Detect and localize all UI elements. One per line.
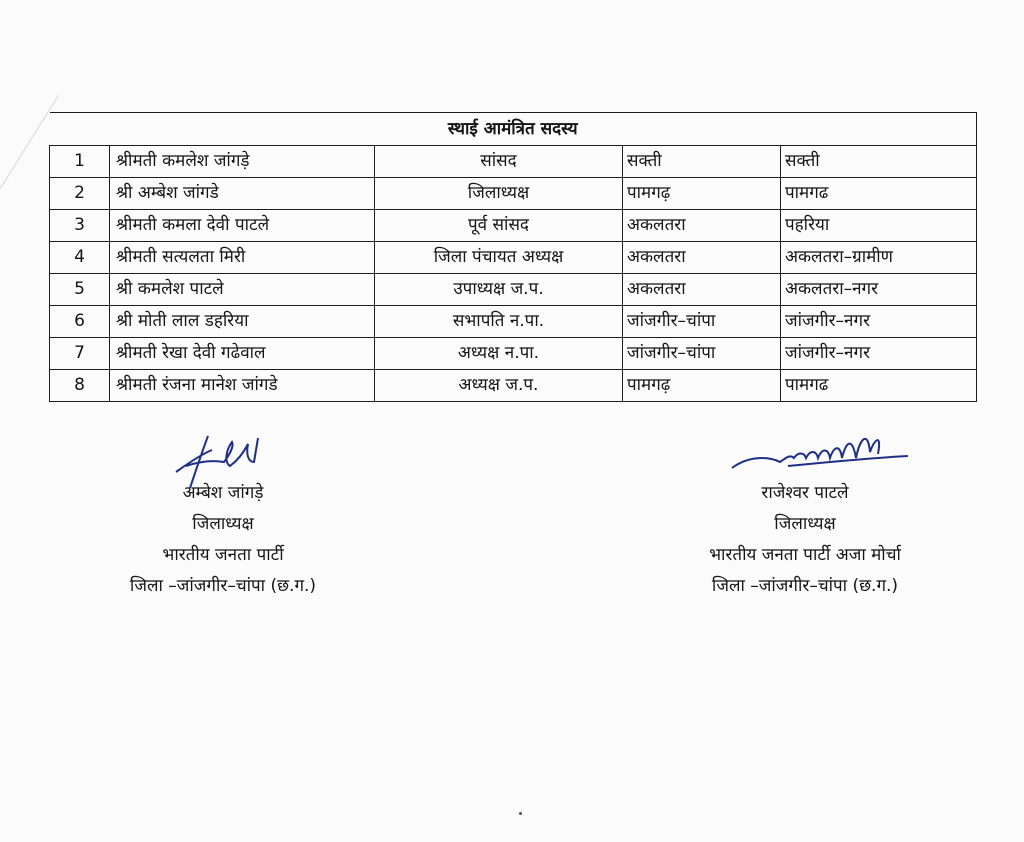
left-signatory-organization: भारतीय जनता पार्टी — [162, 545, 284, 565]
member-region-cell: पहरिया — [781, 210, 977, 242]
serial-number-cell: 6 — [50, 306, 110, 338]
member-region-cell: पामगढ — [781, 178, 977, 210]
members-table — [49, 112, 977, 402]
serial-number-cell: 4 — [50, 242, 110, 274]
left-signatory-designation: जिलाध्यक्ष — [192, 514, 254, 534]
member-post-cell: अध्यक्ष ज.प. — [375, 370, 623, 402]
serial-number-cell: 7 — [50, 338, 110, 370]
table-row — [50, 210, 977, 242]
table-row — [50, 146, 977, 178]
right-signatory-district: जिला –जांजगीर–चांपा (छ.ग.) — [711, 576, 899, 596]
scan-dot — [519, 812, 522, 815]
right-signature — [728, 422, 918, 482]
member-name-cell: श्री अम्बेश जांगडे — [110, 178, 375, 210]
right-signatory-name: राजेश्वर पाटले — [761, 483, 849, 503]
serial-number-cell: 3 — [50, 210, 110, 242]
member-region-cell: जांजगीर–नगर — [781, 306, 977, 338]
member-area-cell: अकलतरा — [623, 242, 781, 274]
table-title-row — [50, 113, 977, 146]
member-post-cell: सभापति न.पा. — [375, 306, 623, 338]
table-row — [50, 306, 977, 338]
member-post-cell: जिला पंचायत अध्यक्ष — [375, 242, 623, 274]
serial-number-cell: 5 — [50, 274, 110, 306]
member-name-cell: श्री मोती लाल डहरिया — [110, 306, 375, 338]
right-signatory-organization: भारतीय जनता पार्टी अजा मोर्चा — [709, 545, 901, 565]
member-post-cell: जिलाध्यक्ष — [375, 178, 623, 210]
table-title: स्थाई आमंत्रित सदस्य — [50, 113, 977, 146]
member-area-cell: जांजगीर–चांपा — [623, 338, 781, 370]
serial-number-cell: 8 — [50, 370, 110, 402]
member-area-cell: जांजगीर–चांपा — [623, 306, 781, 338]
right-signatory-designation: जिलाध्यक्ष — [774, 514, 836, 534]
member-area-cell: पामगढ़ — [623, 370, 781, 402]
member-name-cell: श्रीमती कमला देवी पाटले — [110, 210, 375, 242]
right-signatory-block — [655, 478, 955, 602]
member-area-cell: अकलतरा — [623, 274, 781, 306]
member-post-cell: सांसद — [375, 146, 623, 178]
table-row — [50, 370, 977, 402]
member-region-cell: जांजगीर–नगर — [781, 338, 977, 370]
member-area-cell: सक्ती — [623, 146, 781, 178]
member-name-cell: श्री कमलेश पाटले — [110, 274, 375, 306]
member-name-cell: श्रीमती कमलेश जांगड़े — [110, 146, 375, 178]
member-name-cell: श्रीमती सत्यलता मिरी — [110, 242, 375, 274]
member-region-cell: अकलतरा–नगर — [781, 274, 977, 306]
member-area-cell: पामगढ़ — [623, 178, 781, 210]
member-region-cell: सक्ती — [781, 146, 977, 178]
serial-number-cell: 2 — [50, 178, 110, 210]
member-region-cell: पामगढ — [781, 370, 977, 402]
member-post-cell: अध्यक्ष न.पा. — [375, 338, 623, 370]
member-post-cell: पूर्व सांसद — [375, 210, 623, 242]
left-signatory-block — [78, 478, 368, 602]
table-row — [50, 338, 977, 370]
table-row — [50, 242, 977, 274]
left-signatory-district: जिला –जांजगीर–चांपा (छ.ग.) — [129, 576, 317, 596]
member-post-cell: उपाध्यक्ष ज.प. — [375, 274, 623, 306]
member-region-cell: अकलतरा–ग्रामीण — [781, 242, 977, 274]
member-area-cell: अकलतरा — [623, 210, 781, 242]
left-signatory-name: अम्बेश जांगड़े — [182, 483, 264, 503]
table-row — [50, 274, 977, 306]
member-name-cell: श्रीमती रंजना मानेश जांगडे — [110, 370, 375, 402]
serial-number-cell: 1 — [50, 146, 110, 178]
table-row — [50, 178, 977, 210]
member-name-cell: श्रीमती रेखा देवी गढेवाल — [110, 338, 375, 370]
